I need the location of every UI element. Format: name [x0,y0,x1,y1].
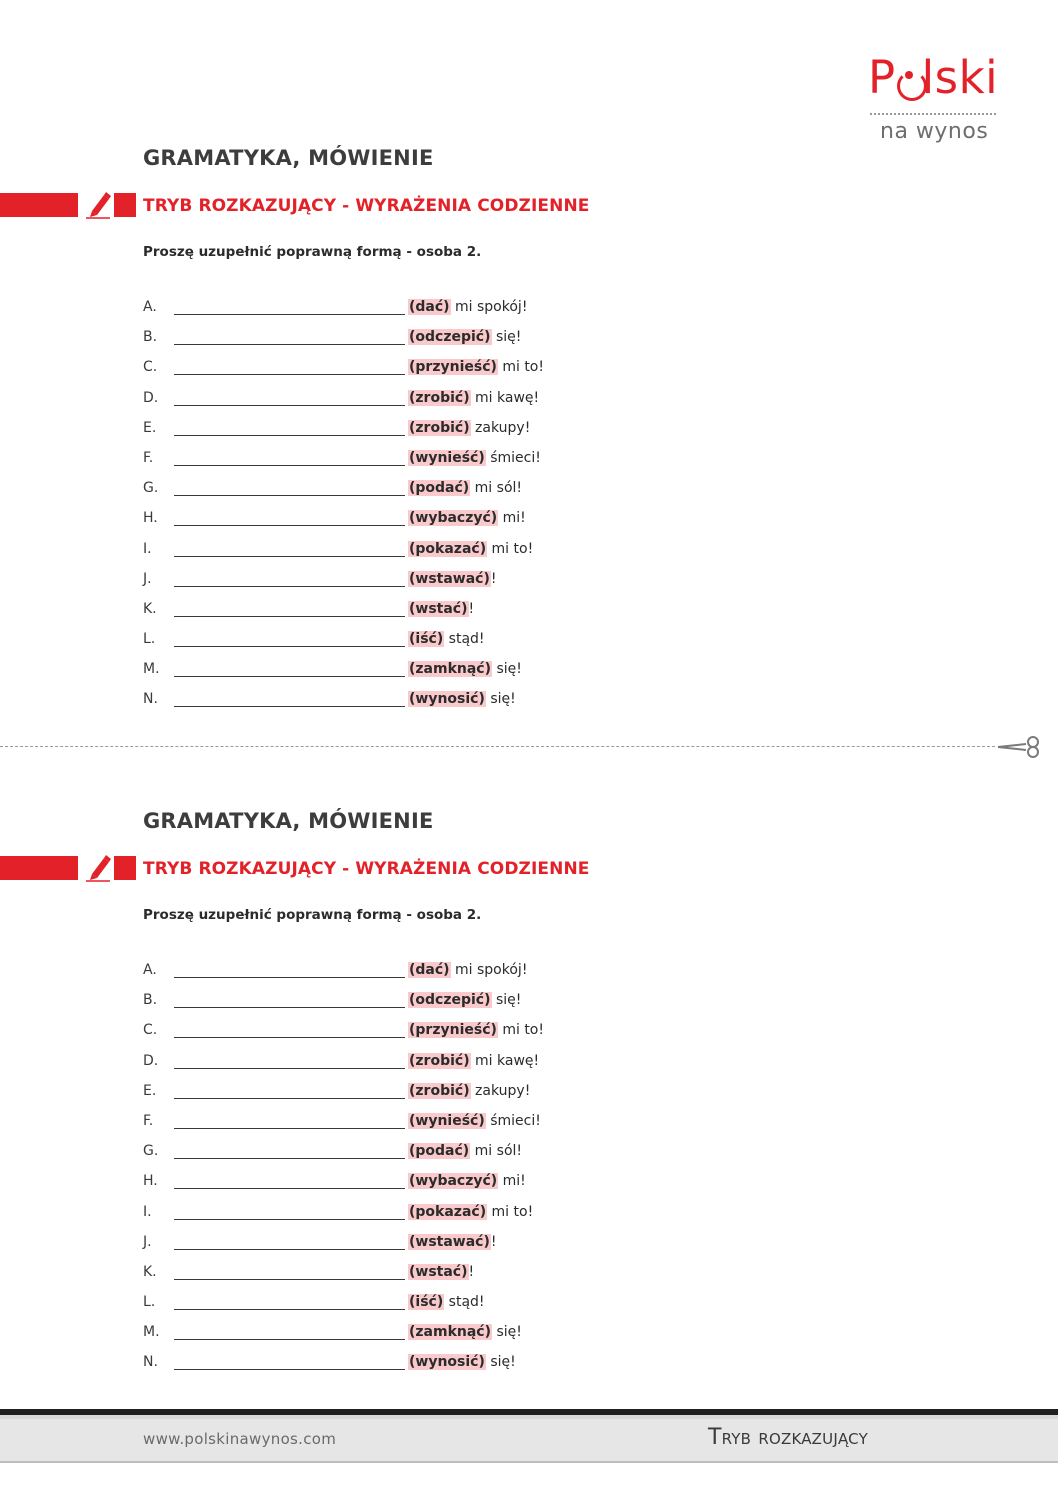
exercise-prompt [408,689,516,709]
footer-bottom-line [0,1461,1058,1463]
answer-blank[interactable] [174,434,405,436]
exercise-prompt [408,1051,539,1071]
exercise-row [143,480,643,510]
answer-blank[interactable] [174,675,405,677]
exercise-prompt [408,1141,522,1161]
exercise-row [143,1264,643,1294]
exercise-prompt [408,1020,544,1040]
verb-infinitive: (wstawać) [409,570,490,587]
sentence-remainder: się! [485,1354,516,1371]
exercise-letter: G. [143,480,159,497]
sentence-remainder: ! [468,600,475,617]
verb-infinitive: (pokazać) [409,1203,487,1220]
exercise-row [143,420,643,450]
answer-blank[interactable] [174,705,405,707]
exercise-row [143,691,643,721]
red-band-left [0,193,78,217]
exercise-row [143,1204,643,1234]
exercise-prompt [408,539,533,559]
footer-website-link[interactable]: www.polskinawynos.com [143,1430,337,1448]
instruction-text: Proszę uzupełnić poprawną formą - osoba 2. [143,907,482,923]
exercise-row [143,1113,643,1143]
exercise-row [143,601,643,631]
exercise-row [143,1324,643,1354]
answer-blank[interactable] [174,1368,405,1370]
sentence-remainder: mi kawę! [470,389,540,406]
verb-infinitive: (podać) [409,1143,470,1160]
logo-wordmark [868,51,999,104]
exercise-prompt [408,1081,530,1101]
red-band-right [114,856,136,880]
sentence-remainder: mi to! [497,359,544,376]
exercise-prompt [408,478,522,498]
exercise-prompt [408,388,539,408]
exercise-prompt [408,448,541,468]
verb-infinitive: (pokazać) [409,540,487,557]
answer-blank[interactable] [174,373,405,375]
answer-blank[interactable] [174,1157,405,1159]
exercise-letter: H. [143,510,158,527]
exercise-letter: D. [143,389,159,406]
exercise-prompt [408,1232,497,1252]
sentence-remainder: stąd! [444,1294,485,1311]
exercise-letter: B. [143,329,158,346]
verb-infinitive: (zrobić) [409,1082,470,1099]
worksheet-section-1 [0,146,1058,706]
sentence-remainder: mi! [498,510,526,527]
exercise-letter: C. [143,1022,158,1039]
exercise-letter: I. [143,1203,152,1220]
section-title: GRAMATYKA, MÓWIENIE [143,809,434,833]
answer-blank[interactable] [174,1127,405,1129]
exercise-row [143,329,643,359]
exercise-letter: F. [143,449,154,466]
verb-infinitive: (iść) [409,1294,444,1311]
verb-infinitive: (wynieść) [409,449,485,466]
sentence-remainder: się! [492,1324,522,1341]
verb-infinitive: (wynieść) [409,1112,485,1129]
verb-infinitive: (dać) [409,962,450,978]
logo-dotted-divider [870,113,996,115]
exercise-prompt [408,599,474,619]
answer-blank[interactable] [174,1036,405,1038]
section-title: GRAMATYKA, MÓWIENIE [143,146,434,170]
exercise-prompt [408,1322,522,1342]
verb-infinitive: (wybaczyć) [409,510,498,527]
answer-blank[interactable] [174,313,405,315]
answer-blank[interactable] [174,1248,405,1250]
answer-blank[interactable] [174,1097,405,1099]
answer-blank[interactable] [174,1278,405,1280]
exercise-letter: E. [143,419,157,436]
exercise-prompt [408,569,497,589]
sentence-remainder: zakupy! [470,419,531,436]
section-subtitle: TRYB ROZKAZUJĄCY - WYRAŻENIA CODZIENNE [143,196,590,216]
exercise-letter: J. [143,1233,152,1250]
exercise-prompt [408,357,544,377]
sentence-remainder: się! [485,691,516,708]
cut-line [0,746,995,747]
sentence-remainder: ! [468,1263,475,1280]
verb-infinitive: (wynosić) [409,691,485,708]
sentence-remainder: się! [492,661,522,678]
red-band-left [0,856,78,880]
exercise-list [143,299,643,722]
exercise-row [143,631,643,661]
exercise-letter: A. [143,962,157,978]
verb-infinitive: (odczepić) [409,329,491,346]
exercise-row [143,359,643,389]
verb-infinitive: (wstać) [409,1263,468,1280]
answer-blank[interactable] [174,1006,405,1008]
exercise-prompt [408,629,485,649]
exercise-row [143,1083,643,1113]
answer-blank[interactable] [174,976,405,978]
sentence-remainder: mi! [498,1173,526,1190]
sentence-remainder: mi sól! [470,1143,523,1160]
answer-blank[interactable] [174,343,405,345]
exercise-prompt [408,1111,541,1131]
exercise-row [143,992,643,1022]
verb-infinitive: (zrobić) [409,389,470,406]
pencil-icon [84,189,112,219]
exercise-letter: I. [143,540,152,557]
exercise-prompt [408,1352,516,1372]
exercise-row [143,1294,643,1324]
verb-infinitive: (zrobić) [409,1052,470,1069]
exercise-row [143,1354,643,1384]
exercise-letter: L. [143,631,156,648]
exercise-prompt [408,297,527,317]
answer-blank[interactable] [174,585,405,587]
sentence-remainder: stąd! [444,631,485,648]
exercise-row [143,299,643,329]
footer [0,1419,1058,1461]
exercise-prompt [408,418,530,438]
exercise-prompt [408,990,521,1010]
exercise-prompt [408,960,527,980]
scissors-icon [996,736,1044,758]
sentence-remainder: ! [490,1233,497,1250]
exercise-row [143,510,643,540]
exercise-prompt [408,1262,474,1282]
answer-blank[interactable] [174,615,405,617]
exercise-row [143,1234,643,1264]
exercise-letter: K. [143,600,157,617]
exercise-row [143,390,643,420]
worksheet-section-2 [0,809,1058,1369]
sentence-remainder: mi to! [487,540,534,557]
answer-blank[interactable] [174,494,405,496]
exercise-letter: E. [143,1082,157,1099]
exercise-row [143,1053,643,1083]
exercise-row [143,1022,643,1052]
verb-infinitive: (podać) [409,480,470,497]
exercise-letter: J. [143,570,152,587]
sentence-remainder: się! [491,329,522,346]
answer-blank[interactable] [174,1338,405,1340]
exercise-letter: M. [143,661,160,678]
answer-blank[interactable] [174,645,405,647]
verb-infinitive: (przynieść) [409,359,497,376]
verb-infinitive: (dać) [409,299,450,315]
verb-infinitive: (wstawać) [409,1233,490,1250]
brand-logo [866,51,1006,155]
logo-letters-rest: lski [921,51,999,104]
exercise-letter: B. [143,992,158,1009]
sentence-remainder: mi to! [497,1022,544,1039]
exercise-letter: A. [143,299,157,315]
answer-blank[interactable] [174,1187,405,1189]
sentence-remainder: się! [491,992,522,1009]
sentence-remainder: śmieci! [485,1112,541,1129]
section-subtitle: TRYB ROZKAZUJĄCY - WYRAŻENIA CODZIENNE [143,859,590,879]
logo-tagline: na wynos [880,119,989,144]
verb-infinitive: (wynosić) [409,1354,485,1371]
exercise-prompt [408,1202,533,1222]
exercise-row [143,1173,643,1203]
sentence-remainder: ! [490,570,497,587]
exercise-prompt [408,327,521,347]
exercise-prompt [408,659,522,679]
logo-smile-o [896,59,922,93]
sentence-remainder: mi sól! [470,480,523,497]
exercise-row [143,962,643,992]
sentence-remainder: zakupy! [470,1082,531,1099]
exercise-prompt [408,508,526,528]
answer-blank[interactable] [174,1218,405,1220]
footer-topic-text: Tryb rozkazujący [708,1425,868,1450]
sentence-remainder: mi kawę! [470,1052,540,1069]
exercise-row [143,541,643,571]
sentence-remainder: śmieci! [485,449,541,466]
exercise-letter: C. [143,359,158,376]
exercise-letter: N. [143,691,158,708]
verb-infinitive: (iść) [409,631,444,648]
verb-infinitive: (zrobić) [409,419,470,436]
exercise-row [143,571,643,601]
exercise-letter: K. [143,1263,157,1280]
verb-infinitive: (zamknąć) [409,1324,492,1341]
pencil-icon [84,852,112,882]
exercise-row [143,661,643,691]
exercise-letter: H. [143,1173,158,1190]
answer-blank[interactable] [174,464,405,466]
exercise-letter: D. [143,1052,159,1069]
answer-blank[interactable] [174,1308,405,1310]
verb-infinitive: (wybaczyć) [409,1173,498,1190]
answer-blank[interactable] [174,555,405,557]
answer-blank[interactable] [174,1067,405,1069]
exercise-letter: F. [143,1112,154,1129]
verb-infinitive: (zamknąć) [409,661,492,678]
red-band-right [114,193,136,217]
sentence-remainder: mi to! [487,1203,534,1220]
verb-infinitive: (przynieść) [409,1022,497,1039]
logo-letter-p: P [868,51,896,104]
exercise-prompt [408,1171,526,1191]
verb-infinitive: (wstać) [409,600,468,617]
answer-blank[interactable] [174,404,405,406]
instruction-text: Proszę uzupełnić poprawną formą - osoba 2. [143,244,482,260]
footer-topic [708,1425,868,1450]
exercise-letter: N. [143,1354,158,1371]
exercise-prompt [408,1292,485,1312]
verb-infinitive: (odczepić) [409,992,491,1009]
exercise-row [143,1143,643,1173]
answer-blank[interactable] [174,524,405,526]
sentence-remainder: mi spokój! [450,299,528,315]
exercise-letter: G. [143,1143,159,1160]
exercise-letter: M. [143,1324,160,1341]
exercise-row [143,450,643,480]
exercise-letter: L. [143,1294,156,1311]
exercise-list [143,962,643,1385]
sentence-remainder: mi spokój! [450,962,528,978]
